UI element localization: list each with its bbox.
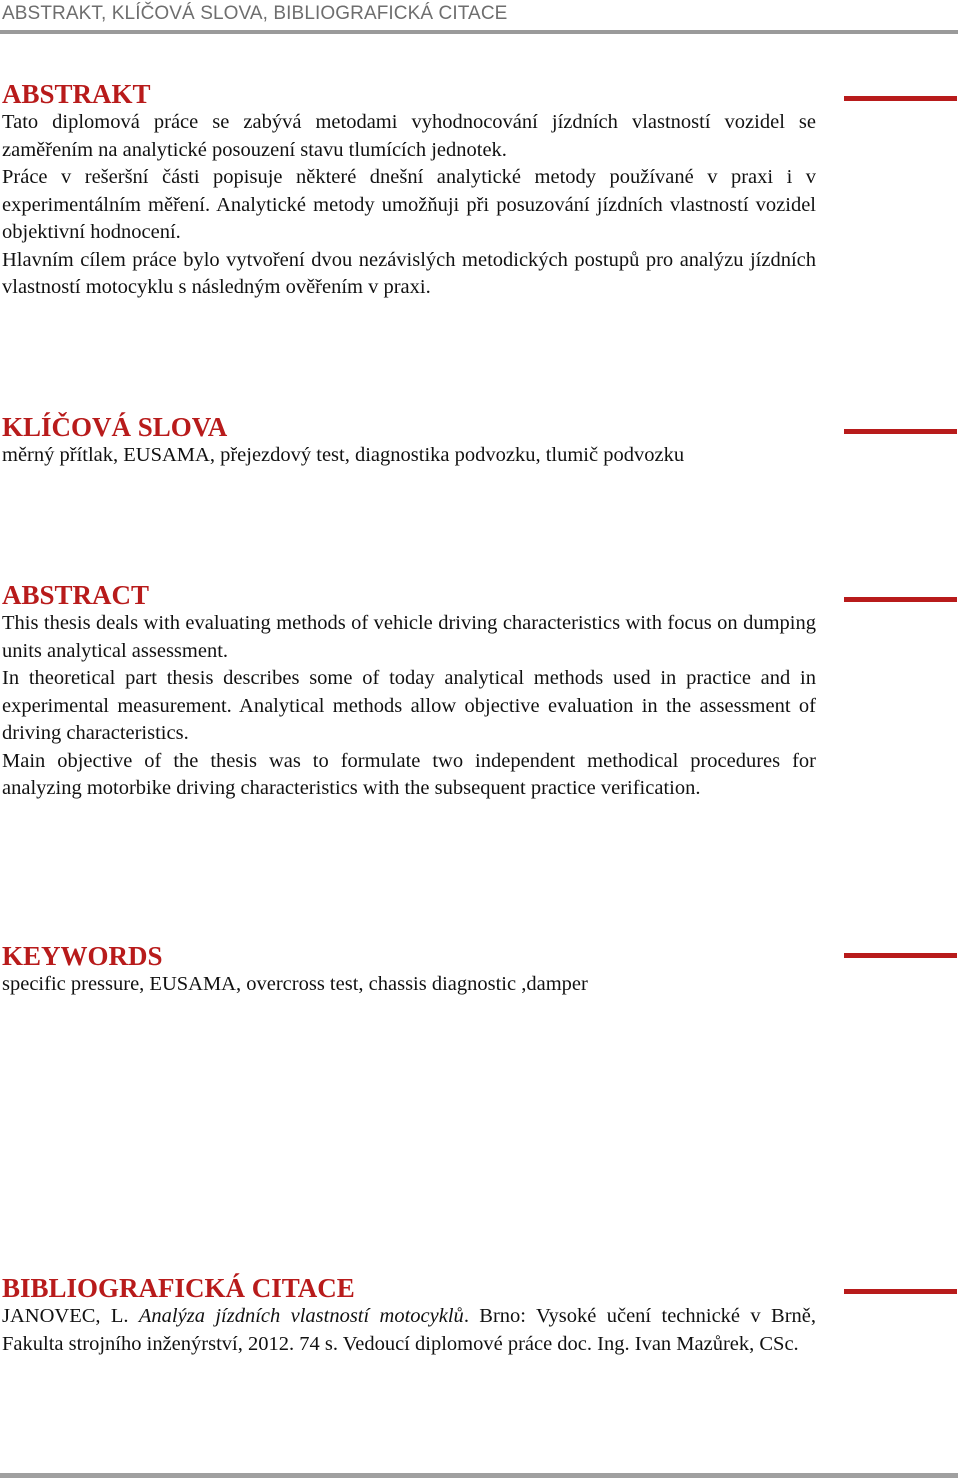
section-title-keywords: KEYWORDS — [2, 941, 163, 971]
section-citation — [2, 1273, 816, 1358]
abstract-paragraph-2: In theoretical part thesis describes some of today analytical methods used in practice and in experimental measurement. Analytical methods allow objective evaluation in the assessment of driving characteristics. — [2, 667, 816, 744]
citation-author: JANOVEC, L. — [2, 1305, 139, 1327]
abstrakt-paragraph-1: Tato diplomová práce se zabývá metodami vyhodnocování jízdních vlastností vozidel se zaměřením na analytické posouzení stavu tlumících jednotek. — [2, 111, 816, 161]
abstract-paragraph-3: Main objective of the thesis was to formulate two independent methodical procedures for analyzing motorbike driving characteristics with the subsequent practice verification. — [2, 749, 816, 799]
running-head-title: ABSTRAKT, KLÍČOVÁ SLOVA, BIBLIOGRAFICKÁ CITACE — [2, 3, 508, 24]
section-title-abstrakt: ABSTRAKT — [2, 79, 151, 109]
header-divider — [0, 30, 958, 34]
section-klicova-slova — [2, 412, 816, 470]
section-keywords — [2, 941, 816, 999]
section-abstrakt — [2, 79, 816, 302]
citation-text — [2, 1303, 816, 1358]
section-title-abstract: ABSTRACT — [2, 580, 150, 610]
abstract-paragraph-1: This thesis deals with evaluating methods of vehicle driving characteristics with focus on dumping units analytical assessment. — [2, 612, 816, 662]
section-marker-citation — [844, 1289, 957, 1294]
klicova-slova-text: měrný přítlak, EUSAMA, přejezdový test, diagnostika podvozku, tlumič podvozku — [2, 444, 685, 466]
section-marker-klicova-slova — [844, 429, 957, 434]
citation-details: . Brno: Vysoké učení technické v Brně, Fakulta strojního inženýrství, 2012. 74 s. Vedoucí diplomové práce doc. Ing. Ivan Mazůrek, CSc. — [2, 1305, 816, 1355]
footer-divider — [0, 1473, 958, 1478]
keywords-text: specific pressure, EUSAMA, overcross test, chassis diagnostic ,damper — [2, 973, 588, 995]
abstrakt-paragraph-3: Hlavním cílem práce bylo vytvoření dvou nezávislých metodických postupů pro analýzu jízdních vlastností motocyklu s následným ověřením v praxi. — [2, 248, 816, 298]
abstrakt-paragraph-2: Práce v rešeršní části popisuje některé dnešní analytické metody používané v praxi i v experimentálním měření. Analytické metody umožňuji při posuzování jízdních vlastností vozidel objektivní hodnocení. — [2, 166, 816, 243]
section-abstract — [2, 580, 816, 803]
section-marker-abstrakt — [844, 96, 957, 101]
section-marker-keywords — [844, 953, 957, 958]
section-title-klicova-slova: KLÍČOVÁ SLOVA — [2, 412, 228, 442]
citation-work-title: Analýza jízdních vlastností motocyklů — [138, 1305, 464, 1327]
section-title-citation: BIBLIOGRAFICKÁ CITACE — [2, 1273, 355, 1303]
section-marker-abstract — [844, 597, 957, 602]
